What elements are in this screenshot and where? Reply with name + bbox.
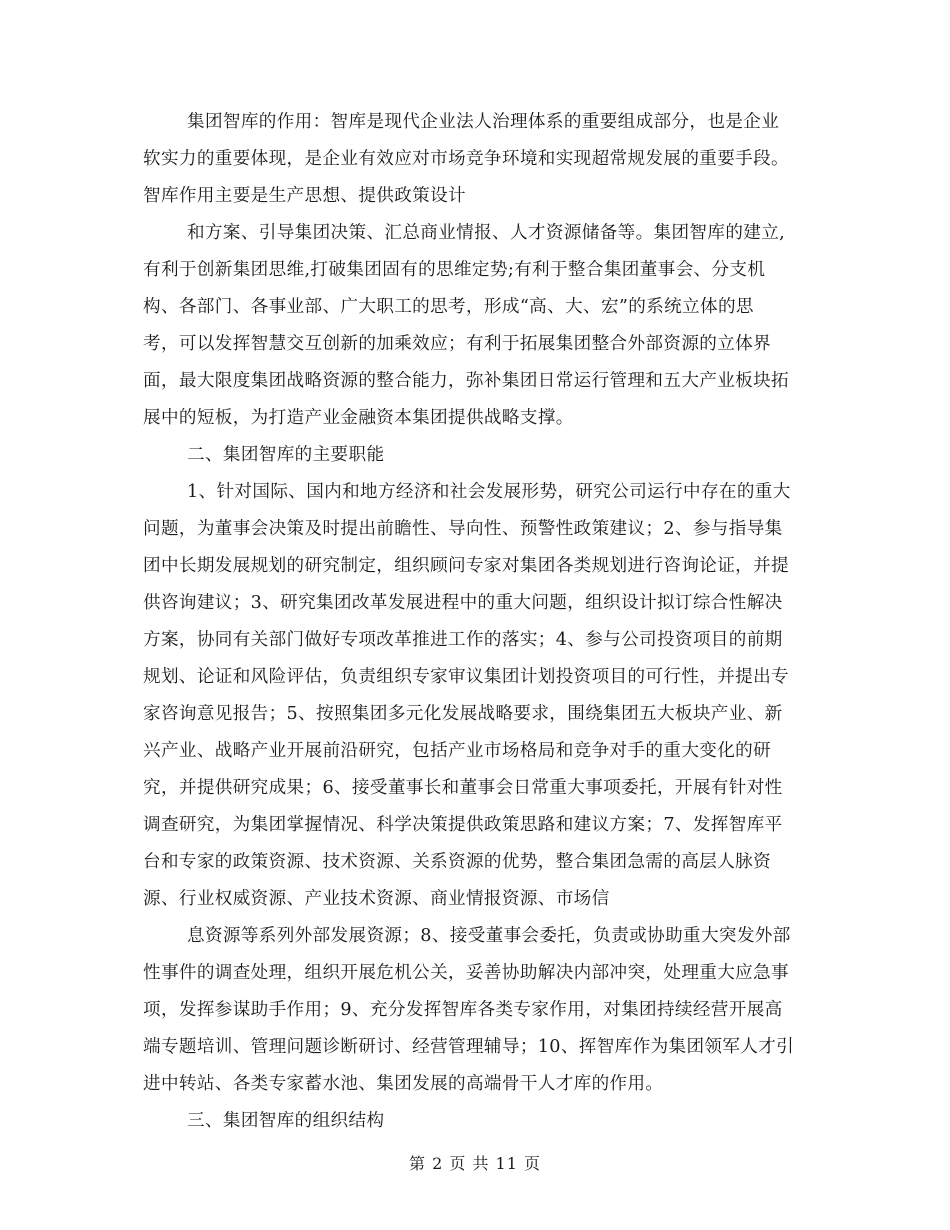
section-heading: 三、集团智库的组织结构 xyxy=(187,1111,385,1131)
paragraph-line: 供咨询建议；3、研究集团改革发展进程中的重大问题，组织设计拟订综合性解决 xyxy=(143,593,783,613)
paragraph-line: 家咨询意见报告；5、按照集团多元化发展战略要求，围绕集团五大板块产业、新 xyxy=(143,704,783,724)
paragraph-line: 调查研究，为集团掌握情况、科学决策提供政策思路和建议方案；7、发挥智库平 xyxy=(143,815,783,835)
paragraph-line: 性事件的调查处理，组织开展危机公关，妥善协助解决内部冲突，处理重大应急事 xyxy=(143,963,789,983)
paragraph-line: 方案，协同有关部门做好专项改革推进工作的落实；4、参与公司投资项目的前期 xyxy=(143,630,783,650)
page-number-footer: 第 2 页 共 11 页 xyxy=(409,1154,541,1173)
paragraph-line: 团中长期发展规划的研究制定，组织顾问专家对集团各类规划进行咨询论证，并提 xyxy=(143,556,789,576)
paragraph-line: 进中转站、各类专家蓄水池、集团发展的高端骨干人才库的作用。 xyxy=(143,1074,664,1094)
paragraph-line: 构、各部门、各事业部、广大职工的思考，形成“高、大、宏”的系统立体的思 xyxy=(143,297,754,317)
paragraph-line: 究，并提供研究成果；6、接受董事长和董事会日常重大事项委托，开展有针对性 xyxy=(143,778,783,798)
paragraph-line: 端专题培训、管理问题诊断研讨、经营管理辅导；10、挥智库作为集团领军人才引 xyxy=(143,1037,795,1057)
paragraph-line: 1、针对国际、国内和地方经济和社会发展形势，研究公司运行中存在的重大 xyxy=(187,482,791,502)
paragraph-line: 兴产业、战略产业开展前沿研究，包括产业市场格局和竞争对手的重大变化的研 xyxy=(143,741,772,761)
paragraph-line: 台和专家的政策资源、技术资源、关系资源的优势，整合集团急需的高层人脉资 xyxy=(143,852,772,872)
paragraph-line: 问题，为董事会决策及时提出前瞻性、导向性、预警性政策建议；2、参与指导集 xyxy=(143,519,783,539)
paragraph-line: 源、行业权威资源、产业技术资源、商业情报资源、市场信 xyxy=(143,889,610,909)
paragraph-line: 智库作用主要是生产思想、提供政策设计 xyxy=(143,186,466,206)
paragraph-line: 集团智库的作用：智库是现代企业法人治理体系的重要组成部分，也是企业 xyxy=(187,112,780,132)
paragraph-line: 息资源等系列外部发展资源；8、接受董事会委托，负责或协助重大突发外部 xyxy=(187,926,791,946)
paragraph-line: 考，可以发挥智慧交互创新的加乘效应；有利于拓展集团整合外部资源的立体界 xyxy=(143,334,772,354)
paragraph-line: 有利于创新集团思维,打破集团固有的思维定势;有利于整合集团董事会、分支机 xyxy=(143,260,766,280)
paragraph-line: 面，最大限度集团战略资源的整合能力，弥补集团日常运行管理和五大产业板块拓 xyxy=(143,371,789,391)
paragraph-line: 展中的短板，为打造产业金融资本集团提供战略支撑。 xyxy=(143,408,574,428)
paragraph-line: 项，发挥参谋助手作用；9、充分发挥智库各类专家作用，对集团持续经营开展高 xyxy=(143,1000,783,1020)
paragraph-line: 软实力的重要体现，是企业有效应对市场竞争环境和实现超常规发展的重要手段。 xyxy=(143,149,789,169)
paragraph-line: 规划、论证和风险评估，负责组织专家审议集团计划投资项目的可行性，并提出专 xyxy=(143,667,789,687)
paragraph-line: 和方案、引导集团决策、汇总商业情报、人才资源储备等。集团智库的建立, xyxy=(187,223,786,243)
section-heading: 二、集团智库的主要职能 xyxy=(187,445,385,465)
